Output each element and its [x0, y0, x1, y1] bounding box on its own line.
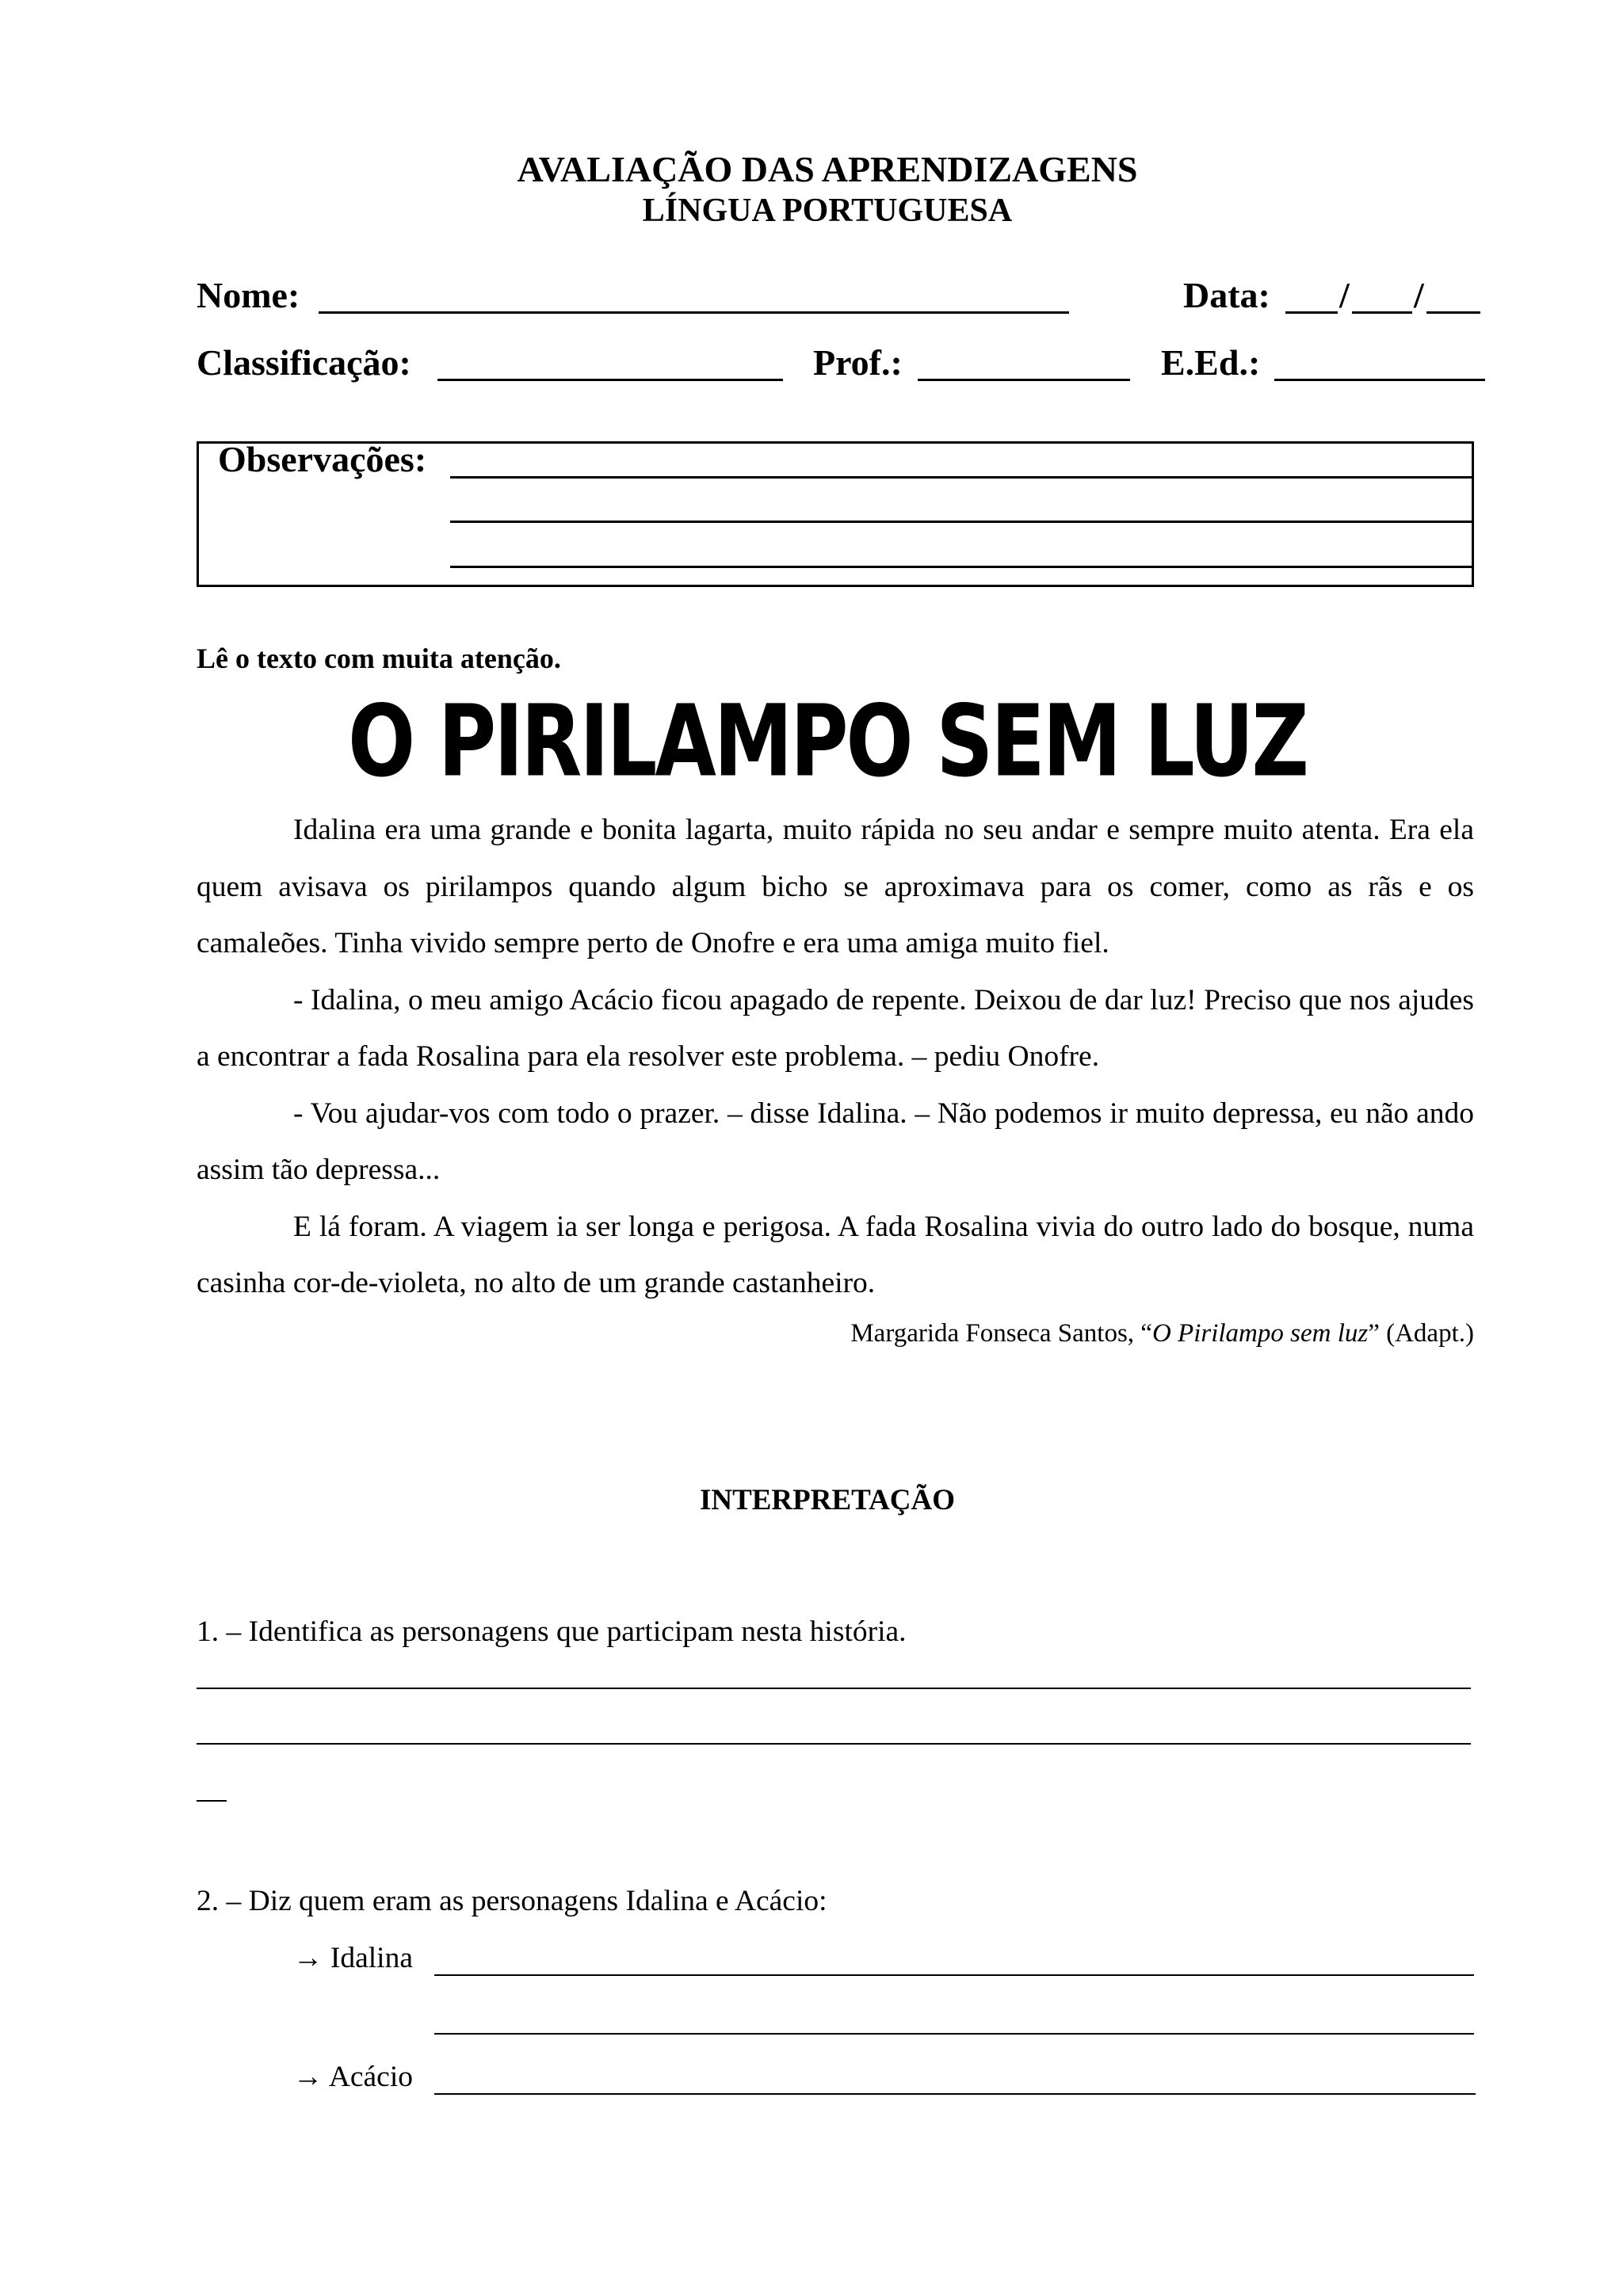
document-subtitle: LÍNGUA PORTUGUESA	[642, 193, 1013, 229]
date-label: Data:	[1183, 275, 1270, 315]
observations-label: Observações:	[218, 439, 427, 479]
acacio-answer-line[interactable]	[434, 2093, 1476, 2095]
classification-label: Classificação:	[197, 342, 411, 383]
date-day-field[interactable]	[1285, 311, 1338, 314]
answer-line[interactable]	[197, 1688, 1471, 1689]
idalina-answer-line[interactable]	[434, 1974, 1474, 1976]
story-title: O PIRILAMPO SEM LUZ	[348, 683, 1307, 799]
name-label: Nome:	[197, 275, 300, 315]
idalina-answer-label: → Idalina	[293, 1942, 413, 1974]
teacher-label: Prof.:	[813, 342, 903, 383]
document-title: AVALIAÇÃO DAS APRENDIZAGENS	[517, 149, 1138, 189]
source-suffix: ” (Adapt.)	[1368, 1319, 1474, 1348]
source-citation	[850, 1319, 1474, 1348]
ed-label: E.Ed.:	[1161, 342, 1261, 383]
date-year-field[interactable]	[1426, 311, 1480, 314]
arrow-icon: →	[293, 2061, 323, 2093]
story-paragraph: Idalina era uma grande e bonita lagarta, muito rápida no seu andar e sempre muito atenta. Era ela quem avisava os pirilampos quando algum bicho se aproximava para os comer, como as rãs e os camaleões. Tinha vivido sempre perto de Onofre e era uma amiga muito fiel.	[197, 814, 1474, 959]
classification-field[interactable]	[437, 379, 783, 381]
ed-field[interactable]	[1274, 379, 1485, 381]
story-text	[197, 802, 1474, 1312]
arrow-icon: →	[293, 1942, 323, 1974]
source-work-title: O Pirilampo sem luz	[1151, 1319, 1369, 1348]
observations-line[interactable]	[450, 521, 1472, 523]
reading-instruction: Lê o texto com muita atenção.	[197, 643, 561, 674]
question-2: 2. – Diz quem eram as personagens Idalina e Acácio:	[197, 1885, 827, 1917]
source-author: Margarida Fonseca Santos, “	[850, 1319, 1152, 1348]
date-month-field[interactable]	[1352, 311, 1412, 314]
acacio-answer-label: → Acácio	[293, 2061, 413, 2093]
answer-line[interactable]	[197, 1800, 227, 1802]
observations-line[interactable]	[450, 476, 1472, 479]
story-paragraph: E lá foram. A viagem ia ser longa e perigosa. A fada Rosalina vivia do outro lado do bosque, numa casinha cor-de-violeta, no alto de um grande castanheiro.	[197, 1210, 1474, 1299]
teacher-field[interactable]	[918, 379, 1130, 381]
story-paragraph: - Idalina, o meu amigo Acácio ficou apagado de repente. Deixou de dar luz! Preciso que nos ajudes a encontrar a fada Rosalina para ela resolver este problema. – pediu Onofre.	[197, 983, 1474, 1073]
story-paragraph: - Vou ajudar-vos com todo o prazer. – disse Idalina. – Não podemos ir muito depressa, eu não ando assim tão depressa...	[197, 1097, 1474, 1186]
observations-line[interactable]	[450, 566, 1472, 568]
date-separator: /	[1339, 275, 1350, 315]
idalina-answer-line[interactable]	[434, 2033, 1474, 2035]
answer-line[interactable]	[197, 1743, 1471, 1745]
name-field[interactable]	[319, 311, 1069, 314]
question-1: 1. – Identifica as personagens que participam nesta história.	[197, 1615, 907, 1648]
section-title: INTERPRETAÇÃO	[699, 1484, 956, 1516]
date-separator: /	[1414, 275, 1424, 315]
